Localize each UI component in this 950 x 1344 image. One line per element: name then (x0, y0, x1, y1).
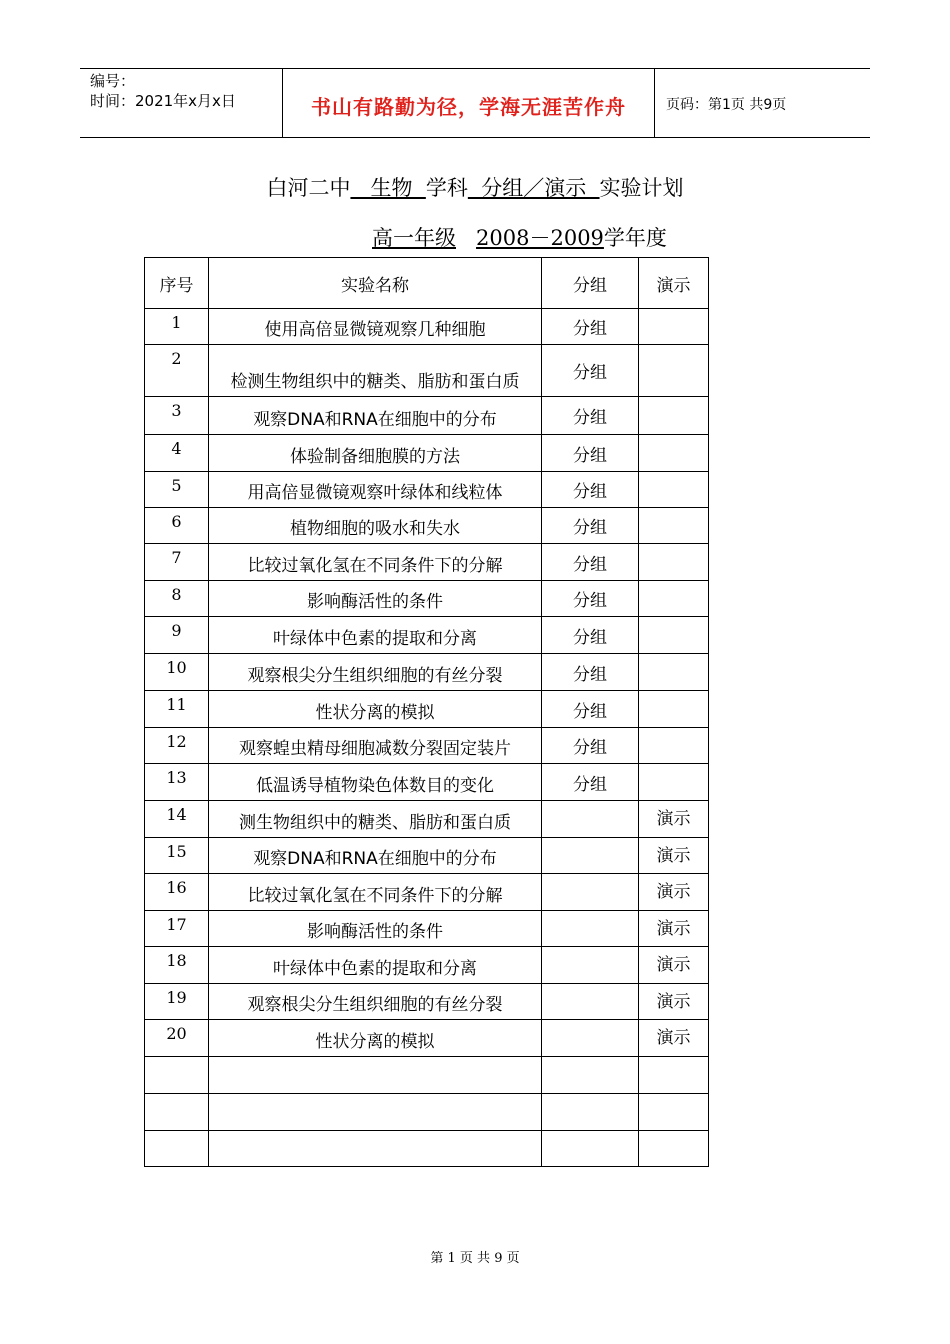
group-cell (542, 874, 639, 911)
demo-cell: 演示 (639, 874, 709, 911)
table-row (145, 1057, 709, 1094)
experiment-name: 体验制备细胞膜的方法 (209, 435, 542, 472)
experiment-name: 比较过氧化氢在不同条件下的分解 (209, 874, 542, 911)
table-row (145, 544, 709, 581)
row-number: 20 (145, 1020, 209, 1057)
demo-cell (639, 728, 709, 764)
table-header-row (145, 258, 709, 309)
page-footer: 第 1 页 共 9 页 (430, 1251, 520, 1266)
row-number (145, 1057, 209, 1094)
demo-cell: 演示 (639, 1020, 709, 1057)
demo-cell (639, 345, 709, 397)
experiment-name: 低温诱导植物染色体数目的变化 (209, 764, 542, 801)
table-row (145, 617, 709, 654)
group-cell: 分组 (542, 472, 639, 508)
demo-cell: 演示 (639, 801, 709, 838)
experiment-name: 叶绿体中色素的提取和分离 (209, 947, 542, 984)
row-number: 12 (145, 728, 209, 764)
experiment-name: 观察蝗虫精母细胞减数分裂固定装片 (209, 728, 542, 764)
group-cell: 分组 (542, 654, 639, 691)
header-motto: 书山有路勤为径，学海无涯苦作舟 (311, 95, 626, 119)
demo-cell (639, 1094, 709, 1131)
experiment-name: 使用高倍显微镜观察几种细胞 (209, 309, 542, 345)
table-row (145, 947, 709, 984)
table-row (145, 508, 709, 544)
experiment-name (209, 1057, 542, 1094)
table-row (145, 654, 709, 691)
demo-cell (639, 654, 709, 691)
demo-cell (639, 581, 709, 617)
experiment-name: 观察DNA和RNA在细胞中的分布 (209, 397, 542, 435)
experiment-name: 影响酶活性的条件 (209, 911, 542, 947)
demo-cell (639, 1131, 709, 1167)
school-year: 2008－2009 (476, 226, 604, 250)
doc-time: 时间：2021年x月x日 (90, 92, 236, 110)
demo-cell (639, 472, 709, 508)
header-meta (90, 71, 236, 111)
row-number: 11 (145, 691, 209, 728)
group-cell: 分组 (542, 309, 639, 345)
experiment-name: 植物细胞的吸水和失水 (209, 508, 542, 544)
experiment-name: 比较过氧化氢在不同条件下的分解 (209, 544, 542, 581)
row-number: 15 (145, 838, 209, 874)
header-divider (654, 69, 655, 137)
row-number: 14 (145, 801, 209, 838)
demo-cell: 演示 (639, 911, 709, 947)
row-number: 13 (145, 764, 209, 801)
group-cell (542, 1131, 639, 1167)
experiment-name: 影响酶活性的条件 (209, 581, 542, 617)
demo-cell: 演示 (639, 984, 709, 1020)
row-number (145, 1094, 209, 1131)
row-number: 17 (145, 911, 209, 947)
group-cell (542, 947, 639, 984)
table-row (145, 581, 709, 617)
row-number: 4 (145, 435, 209, 472)
group-cell: 分组 (542, 764, 639, 801)
col-header-demo: 演示 (639, 258, 709, 309)
row-number: 3 (145, 397, 209, 435)
group-cell: 分组 (542, 581, 639, 617)
col-header-name: 实验名称 (209, 258, 542, 309)
experiment-name (209, 1094, 542, 1131)
group-cell: 分组 (542, 728, 639, 764)
row-number: 10 (145, 654, 209, 691)
experiment-name: 观察根尖分生组织细胞的有丝分裂 (209, 984, 542, 1020)
group-cell: 分组 (542, 435, 639, 472)
table-row (145, 397, 709, 435)
row-number: 8 (145, 581, 209, 617)
group-cell: 分组 (542, 544, 639, 581)
experiment-name: 观察根尖分生组织细胞的有丝分裂 (209, 654, 542, 691)
demo-cell (639, 1057, 709, 1094)
subject-name: 生物 (350, 176, 426, 200)
row-number (145, 1131, 209, 1167)
group-cell (542, 1057, 639, 1094)
row-number: 16 (145, 874, 209, 911)
row-number: 5 (145, 472, 209, 508)
experiment-name (209, 1131, 542, 1167)
col-header-number: 序号 (145, 258, 209, 309)
row-number: 6 (145, 508, 209, 544)
demo-cell (639, 617, 709, 654)
demo-cell: 演示 (639, 947, 709, 984)
row-number: 7 (145, 544, 209, 581)
group-cell: 分组 (542, 397, 639, 435)
table-row (145, 691, 709, 728)
table-row (145, 874, 709, 911)
demo-cell (639, 309, 709, 345)
col-header-group: 分组 (542, 258, 639, 309)
plan-label: 实验计划 (599, 176, 684, 200)
group-cell (542, 984, 639, 1020)
doc-subtitle (372, 222, 667, 252)
group-cell (542, 1020, 639, 1057)
group-cell: 分组 (542, 617, 639, 654)
group-cell (542, 1094, 639, 1131)
experiment-mode: 分组／演示 (467, 176, 600, 200)
table-row (145, 984, 709, 1020)
table-row (145, 1094, 709, 1131)
experiment-name: 叶绿体中色素的提取和分离 (209, 617, 542, 654)
row-number: 18 (145, 947, 209, 984)
doc-title (0, 172, 950, 202)
subject-suffix: 学科 (425, 176, 468, 200)
table-row (145, 345, 709, 397)
experiment-name: 性状分离的模拟 (209, 1020, 542, 1057)
row-number: 9 (145, 617, 209, 654)
demo-cell (639, 397, 709, 435)
table-row (145, 764, 709, 801)
experiment-name: 观察DNA和RNA在细胞中的分布 (209, 838, 542, 874)
table-body (145, 309, 709, 1167)
experiment-name: 测生物组织中的糖类、脂肪和蛋白质 (209, 801, 542, 838)
group-cell: 分组 (542, 345, 639, 397)
demo-cell: 演示 (639, 838, 709, 874)
table-row (145, 911, 709, 947)
table-row (145, 1131, 709, 1167)
table-row (145, 838, 709, 874)
group-cell (542, 911, 639, 947)
demo-cell (639, 508, 709, 544)
experiment-table (144, 257, 709, 1167)
page-header (80, 68, 870, 138)
table-row (145, 1020, 709, 1057)
header-page-info: 页码：第1页 共9页 (666, 97, 787, 113)
experiment-name: 用高倍显微镜观察叶绿体和线粒体 (209, 472, 542, 508)
experiment-name: 性状分离的模拟 (209, 691, 542, 728)
demo-cell (639, 544, 709, 581)
group-cell: 分组 (542, 508, 639, 544)
demo-cell (639, 435, 709, 472)
year-suffix: 学年度 (603, 226, 667, 250)
demo-cell (639, 764, 709, 801)
school-name: 白河二中 (266, 176, 351, 200)
row-number: 2 (145, 345, 209, 397)
table-row (145, 472, 709, 508)
doc-code-label: 编号： (90, 72, 136, 90)
demo-cell (639, 691, 709, 728)
table-row (145, 728, 709, 764)
grade-label: 高一年级 (372, 226, 456, 250)
table-row (145, 309, 709, 345)
table-row (145, 435, 709, 472)
group-cell (542, 801, 639, 838)
group-cell: 分组 (542, 691, 639, 728)
table-row (145, 801, 709, 838)
row-number: 19 (145, 984, 209, 1020)
experiment-name: 检测生物组织中的糖类、脂肪和蛋白质 (209, 345, 542, 397)
group-cell (542, 838, 639, 874)
row-number: 1 (145, 309, 209, 345)
